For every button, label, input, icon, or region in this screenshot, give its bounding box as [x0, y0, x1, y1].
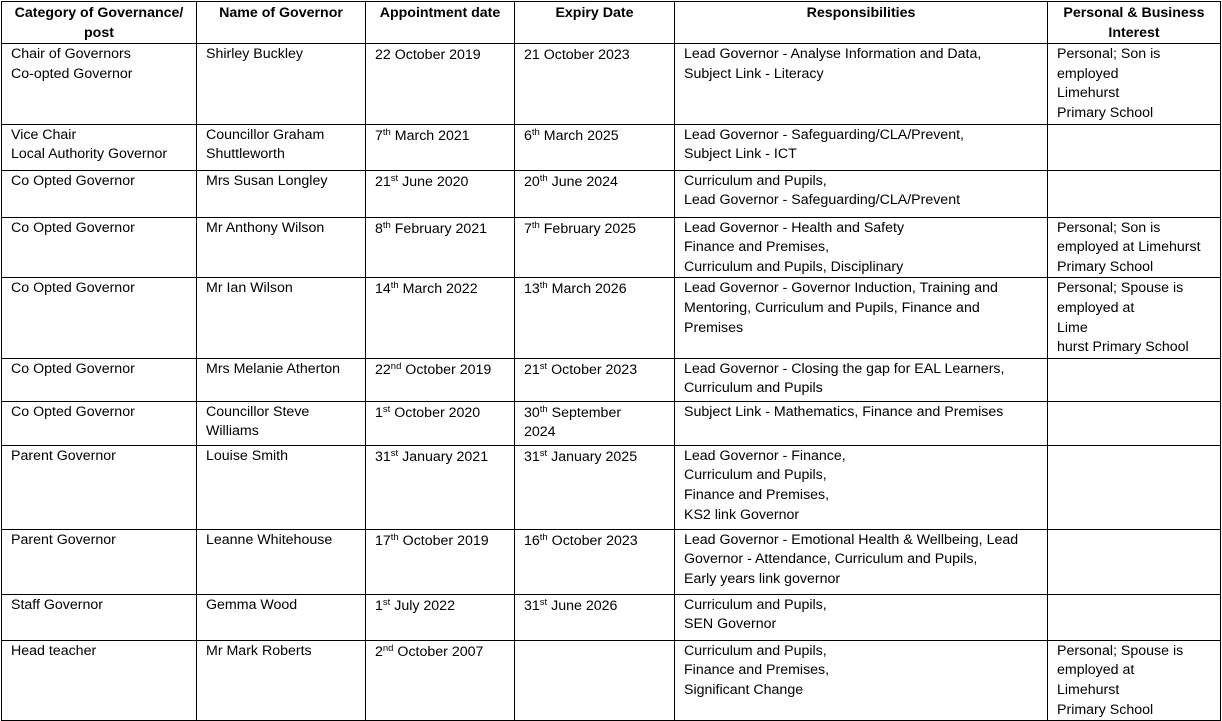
expiry-date-cell-day: 31: [524, 448, 540, 465]
appointment-date-cell-suffix: th: [390, 280, 399, 292]
interest-cell: [1048, 594, 1221, 640]
appointment-date-cell: [366, 358, 515, 401]
expiry-date-cell-suffix: th: [539, 280, 548, 292]
expiry-date-cell: [515, 170, 675, 217]
governors-table: [1, 1, 1221, 721]
appointment-date-cell-suffix: th: [382, 219, 391, 231]
appointment-date-cell: [366, 278, 515, 358]
expiry-date-cell-month-year: January 2025: [547, 448, 638, 465]
appointment-date-cell-day: 22: [375, 361, 391, 378]
appointment-date-cell-month-year: October 2020: [390, 404, 481, 421]
appointment-date-cell: [366, 170, 515, 217]
appointment-date-cell-day: 7: [375, 127, 383, 144]
governor-name-cell: Councillor Steve Williams: [197, 401, 366, 445]
expiry-date-cell-suffix: st: [539, 360, 548, 372]
interest-cell: [1048, 445, 1221, 529]
header-row: [2, 2, 1221, 44]
appointment-date-cell-month-year: March 2022: [398, 281, 478, 298]
category-cell: Parent Governor: [2, 529, 197, 594]
governor-name-cell: Mr Mark Roberts: [197, 640, 366, 720]
governor-name-cell: Councillor Graham Shuttleworth: [197, 124, 366, 170]
responsibilities-cell: Lead Governor - Emotional Health & Wellbeing, Lead Governor - Attendance, Curriculum and Pupils, Early years link governor: [675, 529, 1048, 594]
appointment-date-cell: [366, 124, 515, 170]
expiry-date-cell-day: 21: [524, 47, 540, 64]
expiry-date-cell-suffix: th: [531, 219, 540, 231]
expiry-date-cell-month-year: October 2023: [547, 532, 638, 549]
interest-cell: Personal; Spouse is employed at Limehurst Primary School: [1048, 640, 1221, 720]
appointment-date-cell: [366, 640, 515, 720]
governor-name-cell: Leanne Whitehouse: [197, 529, 366, 594]
expiry-date-cell-day: 7: [524, 220, 532, 237]
appointment-date-cell: [366, 529, 515, 594]
expiry-date-cell-suffix: th: [539, 403, 548, 415]
header-responsibilities: Responsibilities: [675, 2, 1048, 44]
responsibilities-cell: Curriculum and Pupils, Lead Governor - Safeguarding/CLA/Prevent: [675, 170, 1048, 217]
governor-name-cell: Mr Ian Wilson: [197, 278, 366, 358]
responsibilities-cell: Lead Governor - Safeguarding/CLA/Prevent, Subject Link - ICT: [675, 124, 1048, 170]
responsibilities-cell: Curriculum and Pupils, Finance and Premises, Significant Change: [675, 640, 1048, 720]
expiry-date-cell-month-year: March 2025: [539, 127, 619, 144]
appointment-date-cell-day: 8: [375, 220, 383, 237]
header-name: Name of Governor: [197, 2, 366, 44]
interest-cell: [1048, 401, 1221, 445]
interest-cell: [1048, 358, 1221, 401]
table-row: [2, 594, 1221, 640]
expiry-date-cell-day: 16: [524, 532, 540, 549]
responsibilities-cell: Lead Governor - Analyse Information and Data, Subject Link - Literacy: [675, 44, 1048, 124]
governor-name-cell: Mrs Susan Longley: [197, 170, 366, 217]
appointment-date-cell-month-year: October 2019: [390, 47, 481, 64]
appointment-date-cell-day: 1: [375, 597, 383, 614]
expiry-date-cell-suffix: st: [539, 447, 548, 459]
appointment-date-cell-month-year: July 2022: [390, 597, 455, 614]
appointment-date-cell-day: 22: [375, 47, 391, 64]
header-interest: Personal & Business Interest: [1048, 2, 1221, 44]
expiry-date-cell: [515, 278, 675, 358]
table-row: [2, 529, 1221, 594]
expiry-date-cell: [515, 217, 675, 278]
governor-name-cell: Mr Anthony Wilson: [197, 217, 366, 278]
category-cell: Parent Governor: [2, 445, 197, 529]
governor-name-cell: Gemma Wood: [197, 594, 366, 640]
governor-name-cell: Shirley Buckley: [197, 44, 366, 124]
interest-cell: [1048, 170, 1221, 217]
appointment-date-cell-suffix: st: [382, 596, 391, 608]
table-row: [2, 44, 1221, 124]
expiry-date-cell-month-year: February 2025: [539, 220, 637, 237]
appointment-date-cell: [366, 594, 515, 640]
expiry-date-cell-day: 13: [524, 281, 540, 298]
responsibilities-cell: Lead Governor - Governor Induction, Training and Mentoring, Curriculum and Pupils, Finance and Premises: [675, 278, 1048, 358]
expiry-date-cell: [515, 640, 675, 720]
expiry-date-cell-suffix: th: [531, 126, 540, 138]
appointment-date-cell-day: 1: [375, 404, 383, 421]
header-category: Category of Governance/ post: [2, 2, 197, 44]
expiry-date-cell-month-year: March 2026: [547, 281, 627, 298]
expiry-date-cell: [515, 529, 675, 594]
responsibilities-cell: Lead Governor - Closing the gap for EAL Learners, Curriculum and Pupils: [675, 358, 1048, 401]
table-row: [2, 124, 1221, 170]
appointment-date-cell-day: 21: [375, 173, 391, 190]
header-expiry-date: Expiry Date: [515, 2, 675, 44]
expiry-date-cell: [515, 358, 675, 401]
appointment-date-cell-month-year: October 2019: [401, 361, 492, 378]
expiry-date-cell: [515, 44, 675, 124]
expiry-date-cell-day: 30: [524, 404, 540, 421]
interest-cell: [1048, 529, 1221, 594]
appointment-date-cell-month-year: June 2020: [398, 173, 469, 190]
appointment-date-cell-month-year: March 2021: [390, 127, 470, 144]
appointment-date-cell-suffix: th: [382, 126, 391, 138]
appointment-date-cell-suffix: st: [382, 403, 391, 415]
expiry-date-cell-suffix: th: [539, 172, 548, 184]
table-row: [2, 278, 1221, 358]
expiry-date-cell-suffix: th: [539, 531, 548, 543]
table-row: [2, 358, 1221, 401]
appointment-date-cell-day: 14: [375, 281, 391, 298]
expiry-date-cell-month-year: June 2024: [547, 173, 618, 190]
header-appointment-date: Appointment date: [366, 2, 515, 44]
appointment-date-cell-month-year: February 2021: [390, 220, 488, 237]
appointment-date-cell-month-year: October 2019: [398, 532, 489, 549]
category-cell: Co Opted Governor: [2, 278, 197, 358]
appointment-date-cell-month-year: January 2021: [398, 448, 489, 465]
category-cell: Co Opted Governor: [2, 358, 197, 401]
appointment-date-cell-suffix: nd: [390, 360, 402, 372]
expiry-date-cell: [515, 445, 675, 529]
appointment-date-cell-day: 31: [375, 448, 391, 465]
category-cell: Co Opted Governor: [2, 401, 197, 445]
category-cell: Staff Governor: [2, 594, 197, 640]
appointment-date-cell: [366, 44, 515, 124]
appointment-date-cell-day: 2: [375, 643, 383, 660]
responsibilities-cell: Lead Governor - Health and Safety Finance and Premises, Curriculum and Pupils, Disciplinary: [675, 217, 1048, 278]
expiry-date-cell-month-year: October 2023: [547, 361, 638, 378]
interest-cell: Personal; Son is employed at Limehurst Primary School: [1048, 217, 1221, 278]
table-row: [2, 217, 1221, 278]
interest-cell: Personal; Son is employed Limehurst Primary School: [1048, 44, 1221, 124]
appointment-date-cell-suffix: st: [390, 172, 399, 184]
expiry-date-cell-day: 31: [524, 597, 540, 614]
appointment-date-cell-day: 17: [375, 532, 391, 549]
table-row: [2, 640, 1221, 720]
expiry-date-cell-month-year: October 2023: [539, 47, 630, 64]
responsibilities-cell: Curriculum and Pupils, SEN Governor: [675, 594, 1048, 640]
governor-name-cell: Mrs Melanie Atherton: [197, 358, 366, 401]
expiry-date-cell: [515, 124, 675, 170]
appointment-date-cell: [366, 401, 515, 445]
table-row: [2, 401, 1221, 445]
expiry-date-cell-suffix: st: [539, 596, 548, 608]
interest-cell: [1048, 124, 1221, 170]
responsibilities-cell: Subject Link - Mathematics, Finance and Premises: [675, 401, 1048, 445]
category-cell: Chair of Governors Co-opted Governor: [2, 44, 197, 124]
category-cell: Head teacher: [2, 640, 197, 720]
expiry-date-cell-month-year: June 2026: [547, 597, 618, 614]
expiry-date-cell: [515, 594, 675, 640]
appointment-date-cell-suffix: st: [390, 447, 399, 459]
category-cell: Co Opted Governor: [2, 217, 197, 278]
responsibilities-cell: Lead Governor - Finance, Curriculum and Pupils, Finance and Premises, KS2 link Governor: [675, 445, 1048, 529]
appointment-date-cell-suffix: nd: [382, 642, 394, 654]
governor-name-cell: Louise Smith: [197, 445, 366, 529]
expiry-date-cell-month-year: September 2024: [524, 404, 622, 441]
table-row: [2, 170, 1221, 217]
category-cell: Co Opted Governor: [2, 170, 197, 217]
expiry-date-cell-day: 20: [524, 173, 540, 190]
table-row: [2, 445, 1221, 529]
expiry-date-cell-day: 21: [524, 361, 540, 378]
expiry-date-cell: [515, 401, 675, 445]
interest-cell: Personal; Spouse is employed at Lime hurst Primary School: [1048, 278, 1221, 358]
appointment-date-cell-suffix: th: [390, 531, 399, 543]
appointment-date-cell: [366, 445, 515, 529]
appointment-date-cell: [366, 217, 515, 278]
category-cell: Vice Chair Local Authority Governor: [2, 124, 197, 170]
expiry-date-cell-day: 6: [524, 127, 532, 144]
appointment-date-cell-month-year: October 2007: [393, 643, 484, 660]
